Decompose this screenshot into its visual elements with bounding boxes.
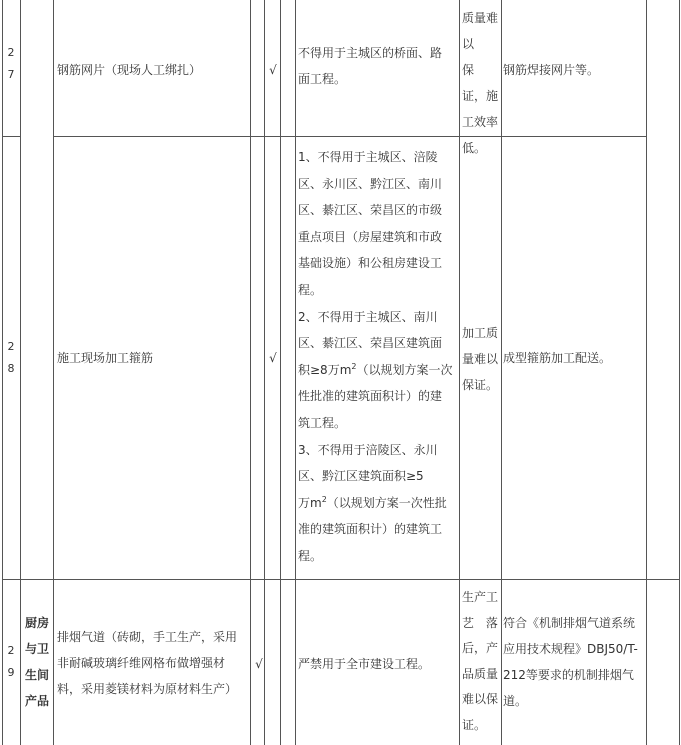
alternative-technology: 符合《机制排烟气道系统 应用技术规程》DBJ50/T- 212等要求的机制排烟气 道。 xyxy=(503,616,638,708)
row-divider xyxy=(53,136,646,137)
row-number: 2 9 xyxy=(7,644,15,679)
item-name: 排烟气道（砖砌，手工生产，采用 非耐碱玻璃纤维网格布做增强材 料，采用菱镁材料为原材料生产） xyxy=(57,630,238,696)
column-divider xyxy=(264,0,265,745)
alternative-technology: 成型箍筋加工配送。 xyxy=(503,351,612,365)
scope-line-area: 万$m^2$（以规划方案一次性批 xyxy=(298,494,447,510)
column-divider xyxy=(53,0,54,745)
column-divider xyxy=(459,0,460,745)
alternative-technology: 钢筋焊接网片等。 xyxy=(503,63,600,77)
check-mark: √ xyxy=(269,63,277,77)
row-divider xyxy=(2,136,20,137)
row-divider xyxy=(2,579,680,580)
restriction-reason: 质量难 以 保 证，施 工效率 低。 xyxy=(462,11,499,155)
restriction-scope: 1、不得用于主城区、涪陵 区、永川区、黔江区、南川 区、綦江区、荣昌区的市级 重点项目（房屋建筑和市政 基础设施）和公租房建设工 程。 2、不得用于主城区、南川 区、綦江区、荣昌区建筑面 积≥8万$m^2$（以规划方案一次 性批准的建筑面积计）的建 筑工程。 3、不得用于涪陵区、永川 区、黔江区建筑面积≥5 万$m^2$（以规划方案一次性批 准的建筑面积计）的建筑工 程。 xyxy=(298,144,458,570)
table-border-right xyxy=(679,0,680,745)
item-name: 钢筋网片（现场人工绑扎） xyxy=(57,63,202,77)
restriction-scope: 不得用于主城区的桥面、路 面工程。 xyxy=(298,46,443,86)
column-divider xyxy=(295,0,296,745)
column-divider xyxy=(280,0,281,745)
item-name: 施工现场加工箍筋 xyxy=(57,351,154,365)
restriction-reason: 加工质 量难以 保证。 xyxy=(462,326,499,392)
check-mark: √ xyxy=(255,657,263,671)
check-mark: √ xyxy=(269,351,277,365)
row-number: 2 8 xyxy=(7,340,15,375)
restriction-reason: 生产工 艺 落 后，产 品质量 难以保 证。 xyxy=(462,590,502,732)
category-label: 厨房 与卫 生间 产品 xyxy=(24,616,49,708)
scope-line-area: 积≥8万$m^2$（以规划方案一次 xyxy=(298,361,453,377)
column-divider xyxy=(20,0,21,745)
restriction-scope: 严禁用于全市建设工程。 xyxy=(298,657,431,671)
row-number: 2 7 xyxy=(7,46,15,81)
